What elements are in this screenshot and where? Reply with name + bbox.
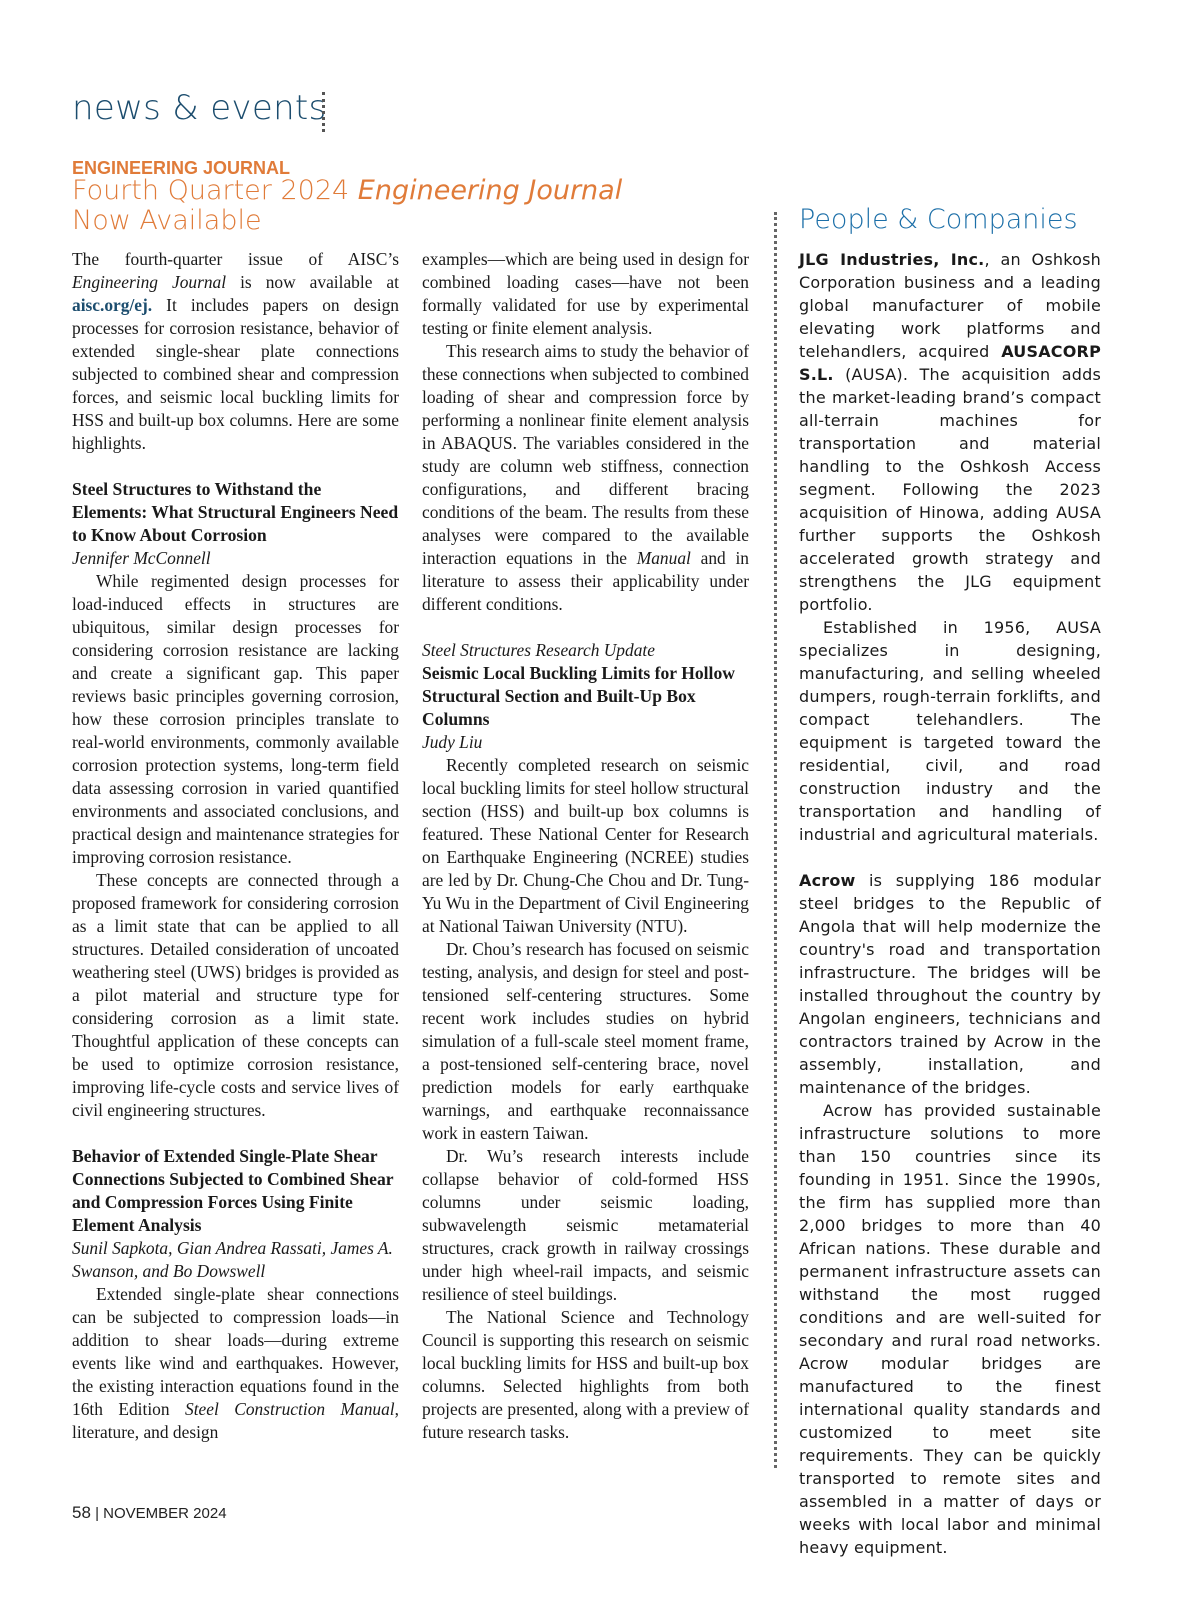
dotted-divider <box>322 92 325 132</box>
article-headline <box>72 176 622 236</box>
column-divider <box>774 212 777 1468</box>
headline-journal-name: Engineering Journal <box>357 175 623 206</box>
news-paragraph: Acrow has provided sustainable infrastructure solutions to more than 150 countries since its founding in 1951. Since the 1990s, the firm has supplied more than 2,000 bridges to more than 40 African nations. These durable and permanent infrastructure assets can withstand the most rugged conditions and are well-suited for secondary and rural road networks. Acrow modular bridges are manufactured to the finest international quality standards and customized to meet site requirements. They can be quickly transported to remote sites and assembled in a matter of days or weeks with local labor and minimal heavy equipment. <box>799 1101 1101 1557</box>
column-1 <box>72 248 399 1444</box>
article-paragraph: These concepts are connected through a proposed framework for considering corrosion as a limit state that can be applied to all structures. Detailed consideration of uncoated weathering steel (UWS) bridges is provided as a pilot material and structure type for considering corrosion as a limit state. Thoughtful application of these concepts can be used to optimize corrosion resistance, improving life-cycle costs and service lives of civil engineering structures. <box>72 870 399 1120</box>
article-paragraph: While regimented design processes for load-induced effects in structures are ubiquitous, similar design processes for considering corrosion resistance are lacking and create a significant gap. This paper reviews basic principles governing corrosion, how these corrosion principles translate to real-world environments, commonly available corrosion protection systems, long-term field data assessing corrosion in varied quantified environments and associated conclusions, and practical design and maintenance strategies for improving corrosion resistance. <box>72 571 399 867</box>
article-paragraph: Dr. Wu’s research interests include collapse behavior of cold-formed HSS columns under seismic loading, subwavelength seismic metamaterial structures, crack growth in railway crossings under high wheel-rail impacts, and seismic resilience of steel buildings. <box>422 1146 749 1304</box>
article-author: Judy Liu <box>422 732 483 752</box>
article-paragraph: The National Science and Technology Council is supporting this research on seismic local buckling limits for HSS and built-up box columns. Selected highlights from both projects are presented, along with a preview of future research tasks. <box>422 1307 749 1442</box>
footer-separator: | <box>90 1505 104 1522</box>
article-paragraph: This research aims to study the behavior of these connections when subjected to combined loading of shear and compression force by performing a nonlinear finite element analysis in ABAQUS. The variables considered in the study are column web stiffness, connection configurations, and different bracing conditions of the beam. The results from these analyses were compared to the available interaction equations in the Manual and in literature to assess their applicability under different conditions. <box>422 341 749 614</box>
section-title: news & events <box>72 88 327 128</box>
issue-date: NOVEMBER 2024 <box>103 1505 227 1522</box>
news-paragraph: Established in 1956, AUSA specializes in designing, manufacturing, and selling wheeled dumpers, rough-terrain forklifts, and compact telehandlers. The equipment is targeted toward the residential, civil, and road construction industry and the transportation and handling of industrial and agricultural materials. <box>799 618 1101 844</box>
article-title: Steel Structures to Withstand the Elements: What Structural Engineers Need to Know About Corrosion <box>72 479 399 545</box>
article-authors: Sunil Sapkota, Gian Andrea Rassati, James A. Swanson, and Bo Dowswell <box>72 1238 393 1281</box>
people-companies-title: People & Companies <box>799 204 1078 235</box>
headline-text: Fourth Quarter 2024 <box>72 175 358 206</box>
column-2 <box>422 248 749 1444</box>
article-title: Seismic Local Buckling Limits for Hollow Structural Section and Built-Up Box Columns <box>422 663 735 729</box>
news-item-jlg: JLG Industries, Inc., an Oshkosh Corporation business and a leading global manufacturer of mobile elevating work platforms and telehandlers, acquired AUSACORP S.L. (AUSA). The acquisition adds the market-leading brand’s compact all-terrain machines for transportation and material handling to the Oshkosh Access segment. Following the 2023 acquisition of Hinowa, adding AUSA further supports the Oshkosh accelerated growth strategy and strengthens the JLG equipment portfolio. <box>799 250 1101 614</box>
aisc-ej-link[interactable]: aisc.org/ej. <box>72 295 153 315</box>
page-footer <box>72 1503 227 1523</box>
page-number: 58 <box>72 1503 91 1522</box>
article-paragraph-continued: examples—which are being used in design for combined loading cases—have not been formally validated for use by experimental testing or finite element analysis. <box>422 249 749 338</box>
headline-text-2: Now Available <box>72 205 262 236</box>
article-paragraph: Extended single-plate shear connections can be subjected to compression loads—in addition to shear loads—during extreme events like wind and earthquakes. However, the existing interaction equations found in the 16th Edition Steel Construction Manual, literature, and design <box>72 1284 399 1442</box>
article-kicker: ENGINEERING JOURNAL <box>72 158 291 178</box>
column-3 <box>799 248 1101 1559</box>
article-title: Behavior of Extended Single-Plate Shear Connections Subjected to Combined Shear and Compression Forces Using Finite Element Analysis <box>72 1146 394 1235</box>
article-kicker: Steel Structures Research Update <box>422 640 655 660</box>
intro-paragraph: The fourth-quarter issue of AISC’s Engineering Journal is now available at aisc.org/ej. It includes papers on design processes for corrosion resistance, behavior of extended single-shear plate connections subjected to combined shear and compression forces, and seismic local buckling limits for HSS and built-up box columns. Here are some highlights. <box>72 249 399 453</box>
article-paragraph: Dr. Chou’s research has focused on seismic testing, analysis, and design for steel and post-tensioned self-centering structures. Some recent work includes studies on hybrid simulation of a full-scale steel moment frame, a post-tensioned self-centering brace, novel prediction models for early earthquake warnings, and earthquake reconnaissance work in eastern Taiwan. <box>422 939 749 1143</box>
news-item-acrow: Acrow is supplying 186 modular steel bridges to the Republic of Angola that will help modernize the country's road and transportation infrastructure. The bridges will be installed throughout the country by Angolan engineers, technicians and contractors trained by Acrow in the assembly, installation, and maintenance of the bridges. <box>799 871 1101 1097</box>
article-author: Jennifer McConnell <box>72 548 211 568</box>
article-paragraph: Recently completed research on seismic local buckling limits for steel hollow structural section (HSS) and built-up box columns is featured. These National Center for Research on Earthquake Engineering (NCREE) studies are led by Dr. Chung-Che Chou and Dr. Tung-Yu Wu in the Department of Civil Engineering at National Taiwan University (NTU). <box>422 755 749 936</box>
